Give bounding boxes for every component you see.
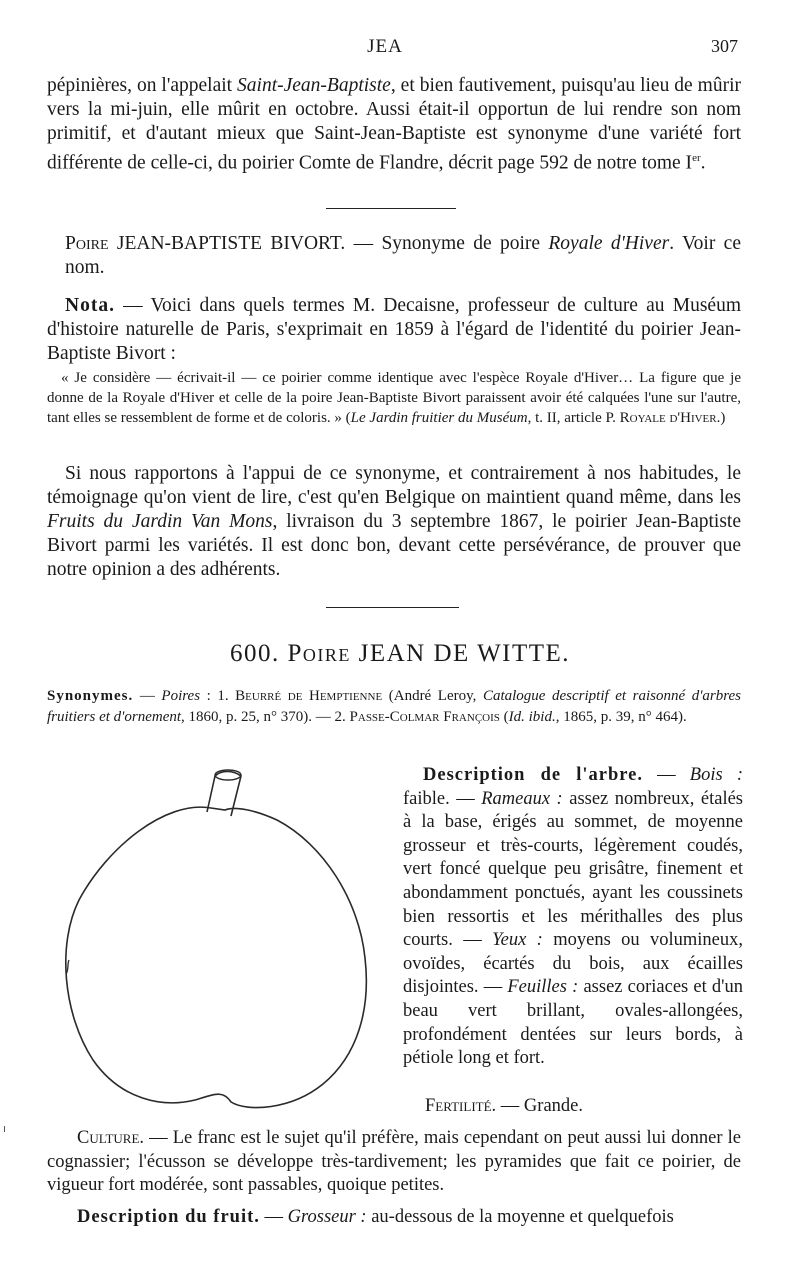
margin-mark <box>4 1126 5 1132</box>
text-run: — Le franc est le sujet qu'il préfère, mais cependant on peut aussi lui donner le cognassier; l'écusson se développe très-tardivement; les pyramides que fait ce poirier, de vigueur fort modérée, sont passables, quoique petites. <box>47 1128 741 1195</box>
italic-catalogue-title: Catalogue descriptif et raisonné d'arbres fruitiers et d'ornement <box>47 688 742 725</box>
text-run: — <box>643 765 690 785</box>
text-run: — <box>133 688 162 704</box>
italic-term: Grosseur : <box>287 1207 367 1227</box>
text-run: ( <box>499 709 509 725</box>
text-run: — Grande. <box>496 1096 583 1116</box>
superscript: er <box>692 152 701 164</box>
poire-label: Poire <box>287 640 351 667</box>
small-caps-synonym: Beurré de Hemptienne <box>235 688 383 704</box>
section-divider <box>326 607 459 608</box>
text-run: , et bien fautivement, puisqu'au lieu de mûrir vers la mi-juin, elle mûrit en octobre. Aussi était-il opportun de lui rendre son nom primitif, et d'autant mieux que Saint-Jean-Baptiste est synonyme d'une variété fort différente de celle-ci, du poirier Comte de Flandre, décrit page 592 de notre tome I <box>47 75 741 174</box>
culture-paragraph <box>47 1127 741 1198</box>
text-run: au-dessous de la moyenne et quelquefois <box>366 1207 674 1227</box>
text-run: — <box>259 1207 288 1227</box>
entry-variety-name: JEAN DE WITTE. <box>358 640 571 667</box>
italic-variety-name: Saint-Jean-Baptiste <box>237 75 391 96</box>
text-run: , t. II, article P. <box>527 410 620 426</box>
poire-label: Poire <box>65 233 109 254</box>
continuation-paragraph <box>47 74 741 176</box>
entry-heading <box>0 640 800 668</box>
italic-term: Feuilles : <box>507 977 579 998</box>
italic-publication-title: Fruits du Jardin Van Mons <box>47 511 273 532</box>
pear-outline <box>66 807 367 1107</box>
fruit-description-label: Description du fruit. <box>77 1207 260 1227</box>
text-run: , 1865, p. 39, n° 464). <box>555 709 687 725</box>
italic-variety-name: Royale d'Hiver <box>548 233 670 254</box>
fertility-line <box>425 1096 583 1117</box>
decaisne-quote <box>47 368 741 428</box>
fruit-description <box>47 1206 741 1230</box>
italic-reference-title: Le Jardin fruitier du Muséum <box>350 410 528 426</box>
text-run: , livraison du 3 septembre 1867, le poirier Jean-Baptiste Bivort parmi les variétés. Il est donc bon, devant cette persévérance, de prouver que notre opinion a des adhérents. <box>47 511 741 580</box>
bivort-entry <box>47 232 741 280</box>
synonymes-paragraph <box>47 686 741 728</box>
entry-number: 600. <box>229 640 280 667</box>
text-run: . <box>700 152 706 174</box>
italic-text: Poires <box>161 688 201 704</box>
text-run: . Voir ce nom. <box>65 233 741 278</box>
nota-paragraph <box>47 294 741 366</box>
tree-description-label: Description de l'arbre. <box>423 765 643 785</box>
text-run: assez coriaces et d'un beau vert brillant, ovales-allongées, profondément dentées sur leurs bords, à pétiole long et fort. <box>403 977 744 1069</box>
italic-term: Rameaux : <box>481 788 563 809</box>
running-header <box>0 36 800 60</box>
small-caps-synonym: Passe-Colmar François <box>349 709 500 725</box>
page-number: 307 <box>711 36 738 56</box>
tree-description <box>403 764 743 1071</box>
italic-term: Bois : <box>689 765 743 785</box>
italic-text: Id. ibid. <box>508 709 556 725</box>
text-run: — Voici dans quels termes M. Decaisne, professeur de culture au Muséum d'histoire naturelle de Paris, s'exprimait en 1859 à l'égard de l'identité du poirier Jean-Baptiste Bivort : <box>47 295 741 364</box>
synonymes-label: Synonymes. <box>47 688 134 704</box>
quote-text: « Je considère — écrivait-il — ce poirier comme identique avec l'espèce Royale d'Hiver… La figure que je donne de la Royale d'Hiver et celle de la poire Jean-Baptiste Bivort paraissent avoir été calquées l'une sur l'autre, tant elles se ressemblent de forme et de coloris. » <box>47 370 741 426</box>
text-run: , 1860, p. 25, n° 370). — 2. <box>181 709 350 725</box>
text-run: ( <box>345 410 351 426</box>
italic-term: Yeux : <box>492 930 543 951</box>
text-run: assez nombreux, étalés à la base, érigés au sommet, de moyenne grosseur et très-courts, légèrement coudés, vert foncé quelque peu grisâtre, finement et abondamment ponctués, ayant les coussinets bien ressortis et les mérithalles des plus courts. — <box>403 788 743 951</box>
text-run: (André Leroy, <box>382 688 483 704</box>
text-run: Si nous rapportons à l'appui de ce synonyme, et contrairement à nos habitudes, le témoignage qu'on vient de lire, c'est qu'en Belgique on maintient quand même, dans les <box>47 463 741 508</box>
text-run: : 1. <box>200 688 236 704</box>
fertility-label: Fertilité. <box>425 1096 497 1116</box>
variety-heading: JEAN-BAPTISTE BIVORT. — Synonyme de poire <box>116 233 549 254</box>
small-caps-variety: Royale d'Hiver <box>619 410 717 426</box>
text-run: faible. — <box>403 788 482 809</box>
nota-label: Nota. <box>65 295 115 316</box>
text-run: moyens ou volumineux, ovoïdes, écartés du bois, aux écailles disjointes. — <box>403 930 743 998</box>
text-run: pépinières, on l'appelait <box>47 75 238 96</box>
text-run: .) <box>716 410 726 426</box>
running-title: JEA <box>367 36 403 57</box>
culture-label: Culture. <box>77 1128 145 1148</box>
section-divider <box>326 208 456 209</box>
synonym-argument-paragraph <box>47 462 741 582</box>
pear-fruit-illustration <box>55 760 385 1120</box>
